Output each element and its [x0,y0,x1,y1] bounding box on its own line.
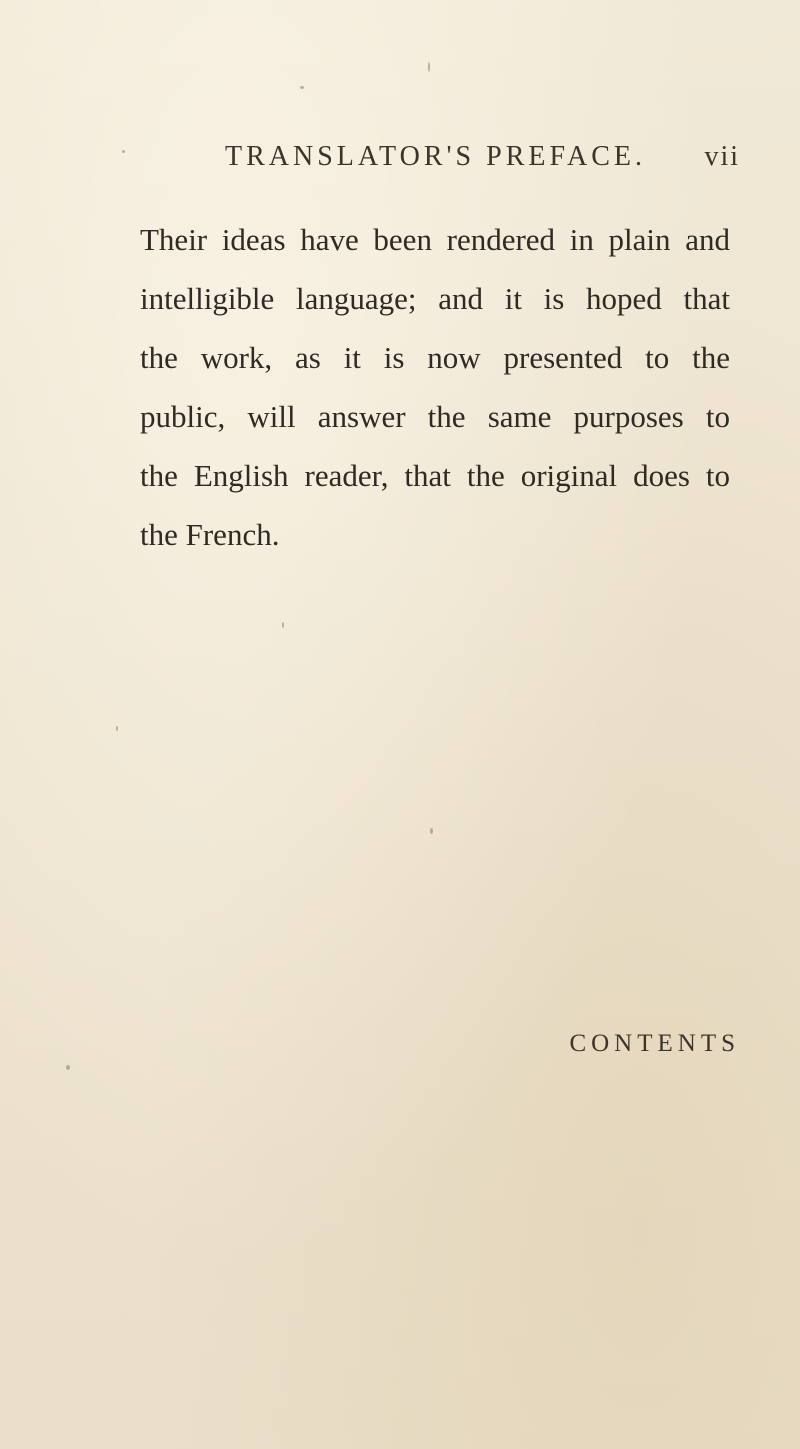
paper-speck [66,1065,70,1070]
paragraph-line: the work, as it is now presented to the [140,340,730,375]
running-head [225,132,740,182]
paragraph-line: intelligible language; and it is hoped that [140,281,730,316]
paragraph-line: the French. [140,517,280,552]
paragraph-line: the English reader, that the original does to [140,458,730,493]
paragraph-line: public, will answer the same purposes to [140,399,730,434]
paper-speck [430,828,433,834]
section-heading: CONTENTS [569,1030,740,1057]
paper-speck [122,150,125,153]
paragraph-line: Their ideas have been rendered in plain and [140,222,730,257]
paper-speck [300,86,304,89]
page-number: vii [704,141,740,172]
paper-speck [116,726,118,731]
paragraph [140,210,730,564]
paper-speck [428,62,430,72]
running-head-title: TRANSLATOR'S PREFACE. [225,141,646,172]
paper-speck [282,622,284,628]
